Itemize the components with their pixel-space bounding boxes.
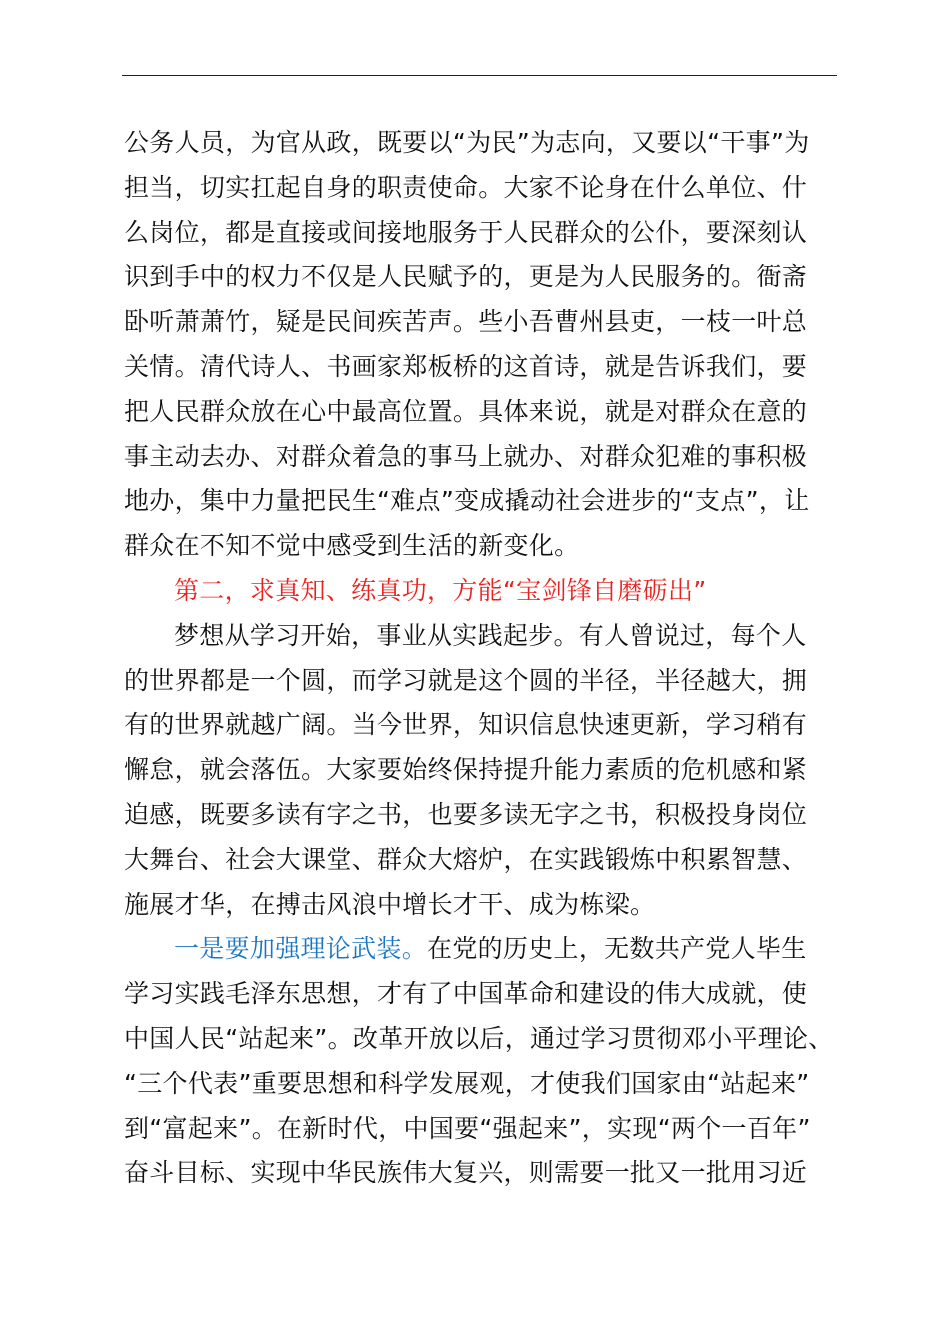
paragraph-lead-rest: 在党的历史上，无数共产党人毕生 (427, 934, 807, 964)
paragraph-theory (124, 927, 840, 1196)
text-line: “三个代表”重要思想和科学发展观，才使我们国家由“站起来” (124, 1068, 810, 1098)
text-line: 有的世界就越广阔。当今世界，知识信息快速更新，学习稍有 (124, 710, 808, 740)
document-body (124, 121, 840, 1196)
text-line: 把人民群众放在心中最高位置。具体来说，就是对群众在意的 (124, 396, 808, 426)
text-line: 梦想从学习开始，事业从实践起步。有人曾说过，每个人 (174, 620, 807, 650)
text-line: 公务人员，为官从政，既要以“为民”为志向，又要以“干事”为 (124, 128, 810, 157)
text-line: 事主动去办、对群众着急的事马上就办、对群众犯难的事积极 (124, 441, 808, 471)
text-line: 施展才华，在搏击风浪中增长才干、成为栋梁。 (124, 889, 656, 919)
paragraph-learning (124, 614, 840, 928)
text-line: 么岗位，都是直接或间接地服务于人民群众的公仆，要深刻认 (124, 217, 808, 247)
text-line: 的世界都是一个圆，而学习就是这个圆的半径，半径越大，拥 (124, 665, 808, 695)
text-line: 群众在不知不觉中感受到生活的新变化。 (124, 531, 580, 561)
text-line: 大舞台、社会大课堂、群众大熔炉，在实践锻炼中积累智慧、 (124, 844, 808, 874)
text-line: 担当，切实扛起自身的职责使命。大家不论身在什么单位、什 (124, 172, 808, 202)
text-line: 到“富起来”。在新时代，中国要“强起来”，实现“两个一百年” (124, 1113, 811, 1143)
text-line (124, 927, 840, 972)
text-line: 中国人民“站起来”。改革开放以后，通过学习贯彻邓小平理论、 (124, 1023, 834, 1053)
paragraph-lead: 一是要加强理论武装。 (174, 934, 428, 964)
paragraph-public-servants (124, 121, 840, 569)
header-rule (122, 75, 837, 76)
section-heading: 第二，求真知、练真功，方能“宝剑锋自磨砺出” (174, 575, 707, 605)
text-line: 关情。清代诗人、书画家郑板桥的这首诗，就是告诉我们，要 (124, 351, 808, 381)
text-line: 迫感，既要多读有字之书，也要多读无字之书，积极投身岗位 (124, 799, 808, 829)
text-line: 奋斗目标、实现中华民族伟大复兴，则需要一批又一批用习近 (124, 1158, 808, 1188)
text-line: 懈怠，就会落伍。大家要始终保持提升能力素质的危机感和紧 (124, 755, 808, 785)
text-line: 卧听萧萧竹，疑是民间疾苦声。些小吾曹州县吏，一枝一叶总 (124, 307, 808, 337)
text-line: 学习实践毛泽东思想，才有了中国革命和建设的伟大成就，使 (124, 979, 808, 1009)
text-line: 识到手中的权力不仅是人民赋予的，更是为人民服务的。衙斋 (124, 262, 808, 292)
text-line: 地办，集中力量把民生“难点”变成撬动社会进步的“支点”，让 (124, 486, 810, 516)
